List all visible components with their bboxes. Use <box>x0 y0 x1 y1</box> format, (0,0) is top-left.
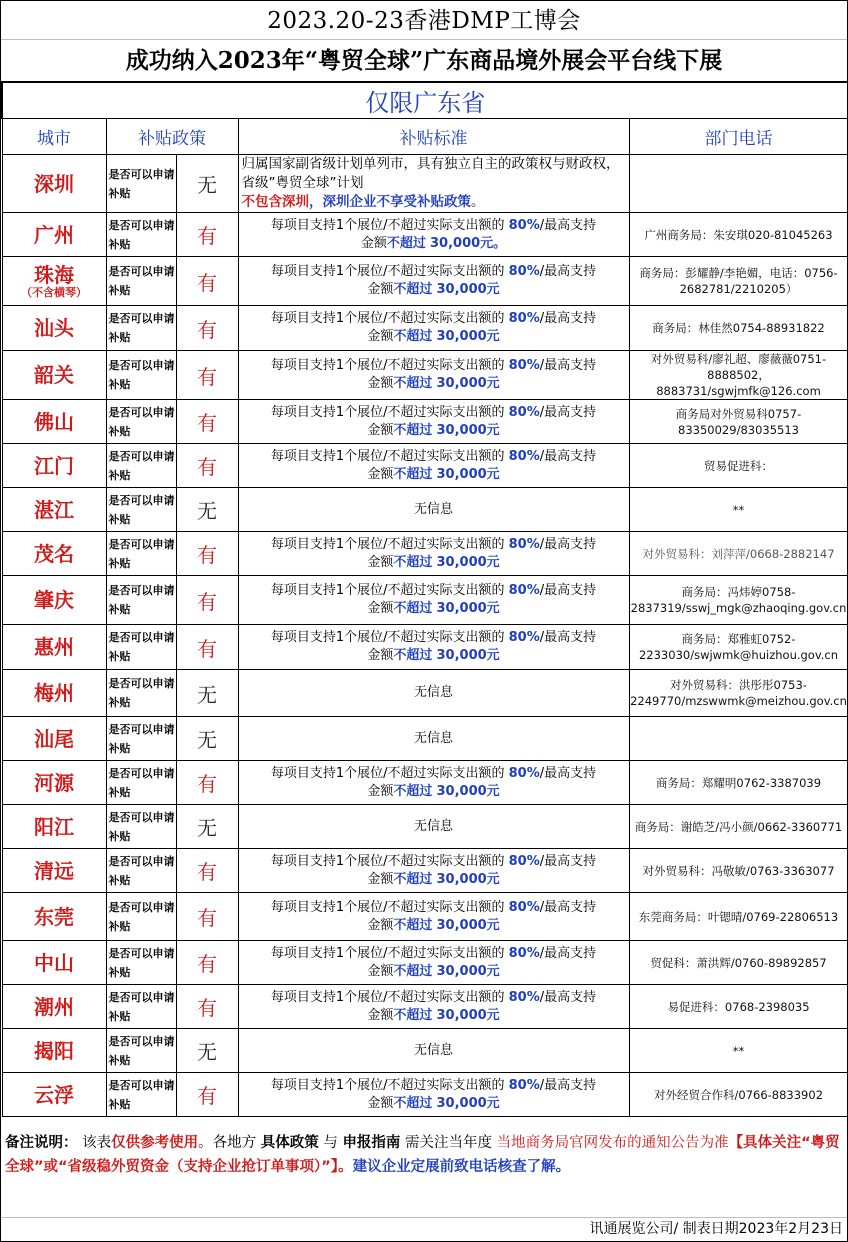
standard-text: 金额 <box>367 466 394 482</box>
dept-phone: 对外贸易科：洪彤彤0753-2249770/mzswwmk@meizhou.gov.cn <box>629 670 848 717</box>
dept-phone: 广州商务局：朱安琪020-81045263 <box>629 213 848 257</box>
standard-amount: 30,000元 <box>436 783 500 799</box>
table-row <box>2 351 848 400</box>
standard-cell: 无信息 <box>238 488 629 532</box>
table-row <box>2 306 848 351</box>
standard-cell <box>238 893 629 941</box>
eligibility-label: 是否可以申请补贴 <box>106 351 176 400</box>
table-row <box>2 532 848 576</box>
city-name: 韶关 <box>34 363 74 387</box>
standard-percent: 80% <box>508 217 540 233</box>
table-row <box>2 1073 848 1117</box>
col-standard: 补贴标准 <box>238 119 629 155</box>
standard-amount: 30,000元 <box>436 1095 500 1111</box>
standard-text: 每项目支持1个展位/不超过实际支出额的 <box>270 945 505 961</box>
city-cell <box>2 444 106 488</box>
city-cell <box>2 985 106 1029</box>
city-name: 云浮 <box>34 1082 74 1107</box>
note-text: 申报指南 <box>342 1135 401 1151</box>
dept-phone: 贸易促进科： <box>629 444 848 488</box>
standard-text: 金额 <box>367 1095 394 1111</box>
standard-percent: 80% <box>508 989 540 1005</box>
city-cell <box>2 257 106 306</box>
col-dept: 部门电话 <box>629 119 848 155</box>
standard-limit: 不超过 <box>393 648 433 663</box>
policy-status: 有 <box>176 257 238 306</box>
city-cell <box>2 155 106 213</box>
region-banner: 仅限广东省 <box>2 83 848 119</box>
remark-note <box>1 1117 847 1218</box>
policy-status: 无 <box>176 805 238 849</box>
table-row <box>2 1029 848 1073</box>
dept-phone: 对外贸易科：冯敬敏/0763-3363077 <box>629 849 848 893</box>
standard-amount: 30,000元 <box>436 648 500 663</box>
standard-text: 金额 <box>360 235 387 251</box>
standard-limit: 不超过 <box>386 235 426 251</box>
col-policy: 补贴政策 <box>106 119 238 155</box>
city-cell <box>2 625 106 670</box>
city-cell <box>2 1073 106 1117</box>
city-name: 梅州 <box>34 681 74 705</box>
standard-cell <box>238 985 629 1029</box>
standard-text: /最高支持 <box>539 899 597 915</box>
policy-status: 有 <box>176 941 238 985</box>
standard-text: 每项目支持1个展位/不超过实际支出额的 <box>270 583 505 598</box>
dept-phone <box>629 155 848 213</box>
standard-cell <box>238 532 629 576</box>
table-row <box>2 155 848 213</box>
city-name: 阳江 <box>34 814 74 839</box>
city-name: 潮州 <box>34 994 74 1019</box>
standard-text: /最高支持 <box>539 448 597 464</box>
policy-status: 无 <box>176 155 238 213</box>
dept-phone: 易促进科：0768-2398035 <box>629 985 848 1029</box>
city-name: 江门 <box>34 453 74 478</box>
standard-cell <box>238 257 629 306</box>
standard-percent: 80% <box>508 853 540 869</box>
standard-text: /最高支持 <box>539 945 597 961</box>
table-row <box>2 941 848 985</box>
dept-phone: 商务局：彭耀静/李艳媚，电话：0756-2682781/2210205） <box>629 257 848 306</box>
standard-percent: 80% <box>508 536 540 552</box>
standard-limit: 不超过 <box>393 329 433 344</box>
standard-text: 不包含深圳 <box>241 194 309 210</box>
city-name: 茂名 <box>34 541 74 566</box>
standard-text: 每项目支持1个展位/不超过实际支出额的 <box>270 536 505 552</box>
policy-status: 有 <box>176 761 238 805</box>
policy-status: 有 <box>176 576 238 625</box>
standard-percent: 80% <box>508 630 540 645</box>
table-row <box>2 849 848 893</box>
standard-cell <box>238 351 629 400</box>
city-name: 中山 <box>34 950 74 975</box>
standard-text: 金额 <box>367 648 394 663</box>
standard-text: 金额 <box>367 282 394 297</box>
policy-status: 有 <box>176 1073 238 1117</box>
standard-text: 金额 <box>367 871 394 887</box>
standard-text: 每项目支持1个展位/不超过实际支出额的 <box>270 358 505 373</box>
city-cell <box>2 893 106 941</box>
city-name: 汕尾 <box>34 726 74 751</box>
standard-percent: 80% <box>508 264 540 279</box>
footer-credit: 讯通展览公司/ 制表日期2023年2月23日 <box>589 1221 843 1237</box>
eligibility-label: 是否可以申请补贴 <box>106 849 176 893</box>
dept-phone: 商务局：林佳然0754-88931822 <box>629 306 848 351</box>
table-row <box>2 670 848 717</box>
standard-cell <box>238 941 629 985</box>
standard-limit: 不超过 <box>393 466 433 482</box>
standard-text: 每项目支持1个展位/不超过实际支出额的 <box>270 765 505 781</box>
dept-phone: 商务局对外贸易科0757-83350029/83035513 <box>629 400 848 444</box>
city-name: 河源 <box>34 770 74 795</box>
standard-percent: 80% <box>508 899 540 915</box>
standard-cell <box>238 400 629 444</box>
dept-phone: 商务局：郑耀明0762-3387039 <box>629 761 848 805</box>
table-row <box>2 625 848 670</box>
policy-status: 有 <box>176 444 238 488</box>
note-text: 。各地方 <box>198 1135 257 1151</box>
eligibility-label: 是否可以申请补贴 <box>106 400 176 444</box>
standard-amount: 30,000元 <box>436 554 500 570</box>
policy-status: 无 <box>176 488 238 532</box>
policy-status: 有 <box>176 985 238 1029</box>
dept-phone: 商务局：谢皓芝/冯小颜/0662-3360771 <box>629 805 848 849</box>
standard-amount: 30,000元 <box>436 963 500 979</box>
note-text: 需关注当年度 <box>405 1135 493 1151</box>
standard-percent: 80% <box>508 358 540 373</box>
policy-status: 无 <box>176 717 238 761</box>
eligibility-label: 是否可以申请补贴 <box>106 941 176 985</box>
standard-percent: 80% <box>508 311 540 326</box>
city-cell <box>2 805 106 849</box>
city-name: 佛山 <box>34 409 74 434</box>
standard-percent: 80% <box>508 448 540 464</box>
standard-cell <box>238 761 629 805</box>
note-label: 备注说明： <box>5 1135 78 1151</box>
subsidy-table <box>1 82 848 1117</box>
standard-text: /最高支持 <box>539 536 597 552</box>
standard-text: /最高支持 <box>539 358 597 373</box>
standard-amount: 30,000元 <box>436 282 500 297</box>
policy-status: 有 <box>176 532 238 576</box>
eligibility-label: 是否可以申请补贴 <box>106 155 176 213</box>
standard-cell: 无信息 <box>238 805 629 849</box>
standard-cell: 无信息 <box>238 670 629 717</box>
standard-text: /最高支持 <box>539 853 597 869</box>
standard-limit: 不超过 <box>393 282 433 297</box>
eligibility-label: 是否可以申请补贴 <box>106 1029 176 1073</box>
table-row <box>2 893 848 941</box>
standard-text: ，深圳企业不享受补贴政策 <box>309 194 471 210</box>
table-body <box>2 155 848 1117</box>
standard-text: /最高支持 <box>539 404 597 420</box>
dept-phone: 对外贸易科：刘萍萍/0668-2882147 <box>629 532 848 576</box>
city-cell <box>2 306 106 351</box>
eligibility-label: 是否可以申请补贴 <box>106 625 176 670</box>
dept-phone: 商务局：冯炜婷0758-2837319/sswj_mgk@zhaoqing.gov.cn <box>629 576 848 625</box>
standard-text: 每项目支持1个展位/不超过实际支出额的 <box>270 1077 505 1093</box>
policy-status: 有 <box>176 306 238 351</box>
policy-status: 有 <box>176 849 238 893</box>
standard-cell <box>238 625 629 670</box>
standard-limit: 不超过 <box>393 963 433 979</box>
table-row <box>2 400 848 444</box>
city-cell <box>2 670 106 717</box>
standard-text: 金额 <box>367 1007 394 1023</box>
eligibility-label: 是否可以申请补贴 <box>106 985 176 1029</box>
note-text: 与 <box>323 1135 338 1151</box>
standard-limit: 不超过 <box>393 783 433 799</box>
standard-amount: 30,000元 <box>436 917 500 933</box>
standard-text: 每项目支持1个展位/不超过实际支出额的 <box>270 217 505 233</box>
eligibility-label: 是否可以申请补贴 <box>106 805 176 849</box>
note-text: 建议企业定展前致电话核查了解。 <box>352 1159 571 1175</box>
city-note: （不含横琴） <box>21 285 87 299</box>
table-row <box>2 717 848 761</box>
standard-text: 每项目支持1个展位/不超过实际支出额的 <box>270 311 505 326</box>
eligibility-label: 是否可以申请补贴 <box>106 717 176 761</box>
standard-text: 金额 <box>367 601 394 616</box>
standard-percent: 80% <box>508 404 540 420</box>
city-name: 汕头 <box>34 316 74 340</box>
policy-status: 有 <box>176 351 238 400</box>
dept-phone: 东莞商务局：叶锶晴/0769-22806513 <box>629 893 848 941</box>
eligibility-label: 是否可以申请补贴 <box>106 532 176 576</box>
eligibility-label: 是否可以申请补贴 <box>106 213 176 257</box>
eligibility-label: 是否可以申请补贴 <box>106 306 176 351</box>
policy-status: 无 <box>176 1029 238 1073</box>
dept-phone: 对外经贸合作科/0766-8833902 <box>629 1073 848 1117</box>
standard-text: 每项目支持1个展位/不超过实际支出额的 <box>270 853 505 869</box>
standard-amount: 30,000元 <box>436 601 500 616</box>
note-text: 该表 <box>82 1135 112 1151</box>
city-name: 深圳 <box>34 171 74 196</box>
standard-amount: 30,000元 <box>436 871 500 887</box>
standard-text: 金额 <box>367 963 394 979</box>
city-cell <box>2 351 106 400</box>
dept-phone: 对外贸易科/廖礼超、廖薇薇0751-8888502，8883731/sgwjmfk@126.com <box>629 351 848 400</box>
city-name: 清远 <box>34 858 74 883</box>
standard-amount: 30,000元 <box>436 466 500 482</box>
standard-text: /最高支持 <box>539 311 597 326</box>
table-row <box>2 213 848 257</box>
standard-percent: 80% <box>508 583 540 598</box>
policy-status: 无 <box>176 670 238 717</box>
standard-text: 金额 <box>367 554 394 570</box>
eligibility-label: 是否可以申请补贴 <box>106 444 176 488</box>
standard-text: 金额 <box>367 329 394 344</box>
standard-text: 金额 <box>367 917 394 933</box>
standard-text: 每项目支持1个展位/不超过实际支出额的 <box>270 448 505 464</box>
platform-title: 成功纳入2023年“粤贸全球”广东商品境外展会平台线下展 <box>1 40 847 82</box>
standard-limit: 不超过 <box>393 601 433 616</box>
city-cell <box>2 761 106 805</box>
note-text: 具体政策 <box>260 1135 319 1151</box>
table-row <box>2 761 848 805</box>
standard-limit: 不超过 <box>393 376 433 391</box>
city-cell <box>2 576 106 625</box>
standard-text: /最高支持 <box>539 1077 597 1093</box>
standard-text: 金额 <box>367 783 394 799</box>
city-name: 广州 <box>34 222 74 247</box>
table-row <box>2 805 848 849</box>
city-name: 湛江 <box>34 497 74 522</box>
city-name: 揭阳 <box>34 1038 74 1063</box>
standard-text: /最高支持 <box>539 217 597 233</box>
policy-status: 有 <box>176 625 238 670</box>
standard-text: 金额 <box>367 422 394 438</box>
standard-text: 归属国家副省级计划单列市，具有独立自主的政策权与财政权，省级”粤贸全球”计划 <box>241 156 620 191</box>
standard-limit: 不超过 <box>393 1095 433 1111</box>
standard-limit: 不超过 <box>393 422 433 438</box>
standard-text: /最高支持 <box>539 630 597 645</box>
city-cell <box>2 717 106 761</box>
city-cell <box>2 1029 106 1073</box>
standard-text: 。 <box>471 194 485 210</box>
standard-percent: 80% <box>508 765 540 781</box>
expo-title: 2023.20-23香港DMP工博会 <box>1 1 847 40</box>
standard-amount: 30,000元 <box>436 1007 500 1023</box>
dept-phone: ** <box>629 1029 848 1073</box>
table-row <box>2 444 848 488</box>
dept-phone <box>629 717 848 761</box>
standard-amount: 30,000元 <box>436 329 500 344</box>
city-cell <box>2 849 106 893</box>
standard-cell: 无信息 <box>238 717 629 761</box>
eligibility-label: 是否可以申请补贴 <box>106 257 176 306</box>
city-cell <box>2 532 106 576</box>
table-row <box>2 985 848 1029</box>
dept-phone: ** <box>629 488 848 532</box>
standard-text: 每项目支持1个展位/不超过实际支出额的 <box>270 404 505 420</box>
standard-cell <box>238 155 629 213</box>
standard-text: 每项目支持1个展位/不超过实际支出额的 <box>270 630 505 645</box>
standard-amount: 30,000元 <box>436 422 500 438</box>
eligibility-label: 是否可以申请补贴 <box>106 576 176 625</box>
note-text: 当地商务局官网发布的通知公告为准 <box>496 1135 729 1151</box>
standard-text: /最高支持 <box>539 583 597 598</box>
standard-limit: 不超过 <box>393 1007 433 1023</box>
standard-cell: 无信息 <box>238 1029 629 1073</box>
eligibility-label: 是否可以申请补贴 <box>106 670 176 717</box>
standard-amount: 30,000元 <box>436 376 500 391</box>
note-text: 仅供参考使用 <box>111 1135 199 1151</box>
city-cell <box>2 213 106 257</box>
standard-limit: 不超过 <box>393 917 433 933</box>
standard-text: 每项目支持1个展位/不超过实际支出额的 <box>270 989 505 1005</box>
standard-text: 金额 <box>367 376 394 391</box>
city-name: 珠海 <box>34 262 74 287</box>
standard-limit: 不超过 <box>393 554 433 570</box>
standard-text: 每项目支持1个展位/不超过实际支出额的 <box>270 899 505 915</box>
standard-amount: 30,000元。 <box>430 235 507 251</box>
standard-text: /最高支持 <box>539 264 597 279</box>
eligibility-label: 是否可以申请补贴 <box>106 1073 176 1117</box>
dept-phone: 贸促科：萧洪辉/0760-89892857 <box>629 941 848 985</box>
eligibility-label: 是否可以申请补贴 <box>106 761 176 805</box>
standard-percent: 80% <box>508 945 540 961</box>
standard-cell <box>238 849 629 893</box>
city-cell <box>2 941 106 985</box>
city-name: 肇庆 <box>34 588 74 612</box>
table-row <box>2 257 848 306</box>
city-name: 东莞 <box>34 904 74 929</box>
standard-text: 每项目支持1个展位/不超过实际支出额的 <box>270 264 505 279</box>
eligibility-label: 是否可以申请补贴 <box>106 488 176 532</box>
policy-status: 有 <box>176 213 238 257</box>
col-city: 城市 <box>2 119 106 155</box>
standard-cell <box>238 213 629 257</box>
standard-cell <box>238 444 629 488</box>
policy-status: 有 <box>176 400 238 444</box>
standard-percent: 80% <box>508 1077 540 1093</box>
city-cell <box>2 488 106 532</box>
standard-cell <box>238 1073 629 1117</box>
standard-cell <box>238 306 629 351</box>
dept-phone: 商务局：郑雅虹0752-2233030/swjwmk@huizhou.gov.cn <box>629 625 848 670</box>
table-row <box>2 488 848 532</box>
standard-cell <box>238 576 629 625</box>
standard-limit: 不超过 <box>393 871 433 887</box>
city-name: 惠州 <box>34 635 74 659</box>
city-cell <box>2 400 106 444</box>
eligibility-label: 是否可以申请补贴 <box>106 893 176 941</box>
policy-status: 有 <box>176 893 238 941</box>
table-row <box>2 576 848 625</box>
standard-text: /最高支持 <box>539 765 597 781</box>
note-text: 【具体关注“粤贸全球”或“省级稳外贸资金（支持企业抢订单事项）”】。 <box>5 1135 840 1175</box>
standard-text: /最高支持 <box>539 989 597 1005</box>
